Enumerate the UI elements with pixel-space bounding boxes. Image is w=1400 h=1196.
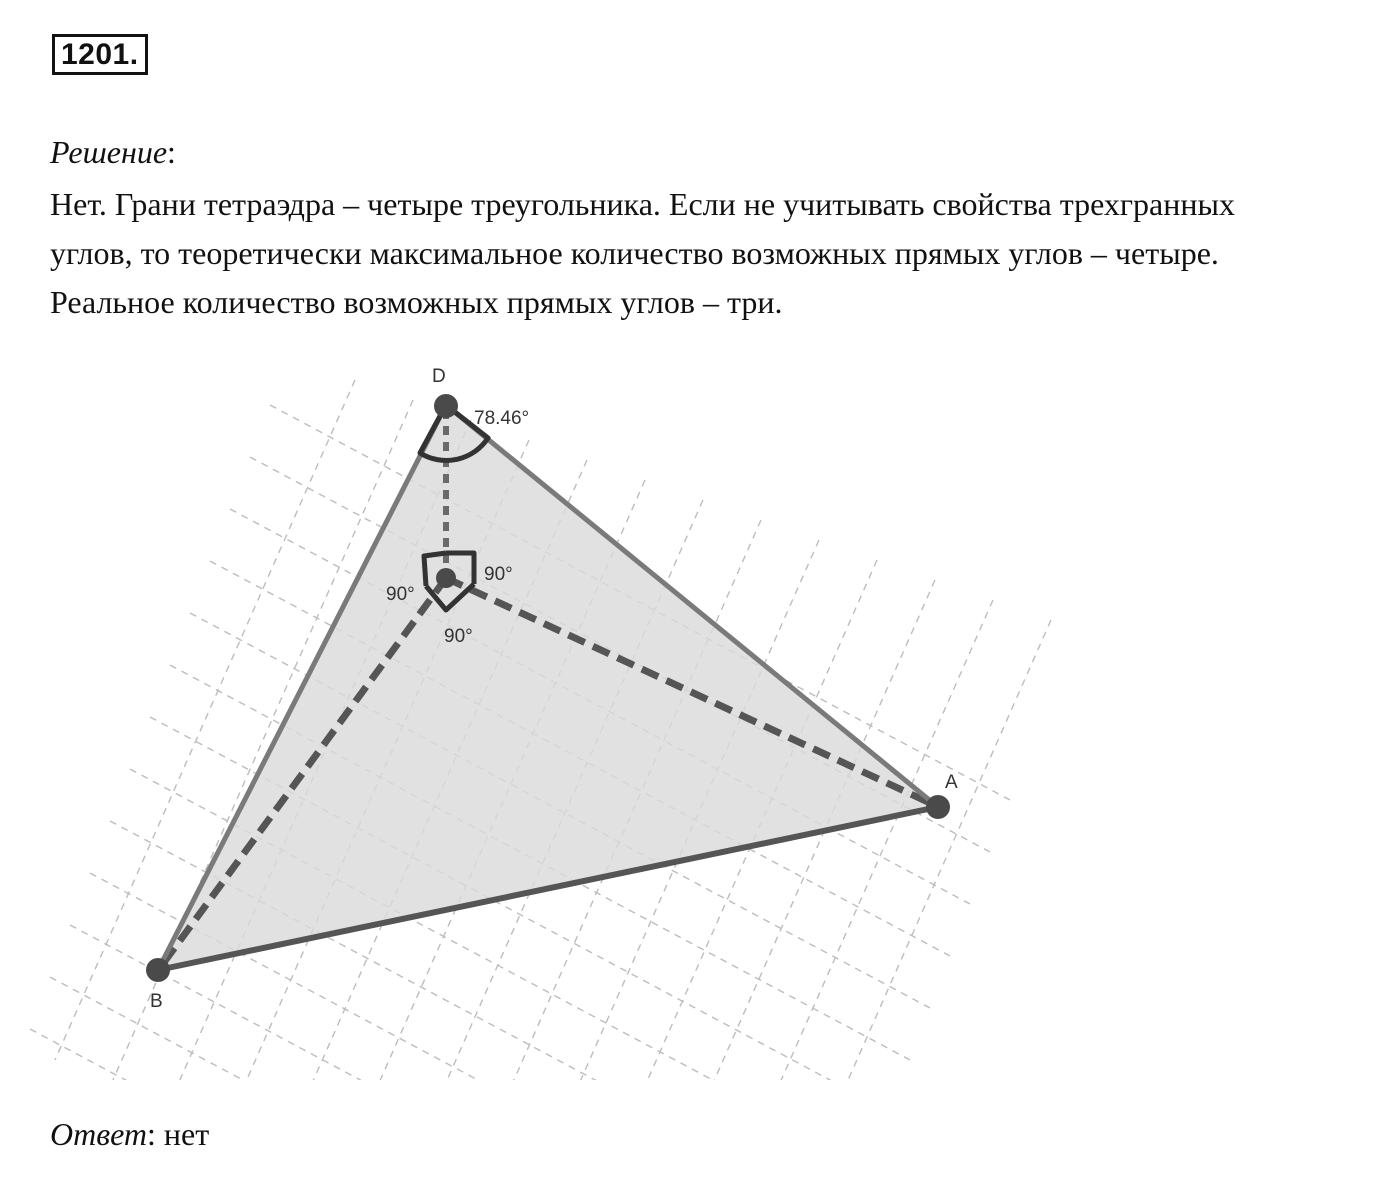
vertex-b-point — [146, 958, 170, 982]
foot-point — [436, 568, 456, 588]
answer-separator: : — [147, 1116, 164, 1152]
tetrahedron-drawing — [0, 340, 1100, 1080]
solution-line-3: Реальное количество возможных прямых углов – три. — [50, 284, 783, 320]
solution-heading-label: Решение — [50, 134, 168, 170]
grid-line — [30, 1029, 770, 1080]
solution-line-2: углов, то теоретически максимальное количество возможных прямых углов – четыре. — [50, 235, 1219, 271]
right-angle-label-right: 90° — [484, 564, 513, 585]
answer-label: Ответ — [50, 1116, 147, 1152]
solution-text — [50, 180, 1395, 327]
answer — [50, 1112, 209, 1156]
vertex-a-point — [926, 795, 950, 819]
solution-heading-colon: : — [167, 134, 176, 170]
apex-angle-label: 78.46° — [474, 408, 530, 429]
tetrahedron-figure — [0, 340, 1100, 1080]
vertex-b-label: B — [150, 991, 163, 1012]
vertex-d-point — [434, 394, 458, 418]
vertex-a-label: A — [945, 772, 958, 793]
vertex-d-label: D — [432, 366, 446, 387]
solution-line-1: Нет. Грани тетраэдра – четыре треугольника. Если не учитывать свойства трехгранных — [50, 186, 1235, 222]
problem-number: 1201. — [52, 34, 148, 75]
right-angle-label-bottom: 90° — [444, 626, 473, 647]
right-angle-label-left: 90° — [386, 584, 415, 605]
solution-heading — [50, 132, 176, 172]
answer-value: нет — [163, 1116, 210, 1152]
